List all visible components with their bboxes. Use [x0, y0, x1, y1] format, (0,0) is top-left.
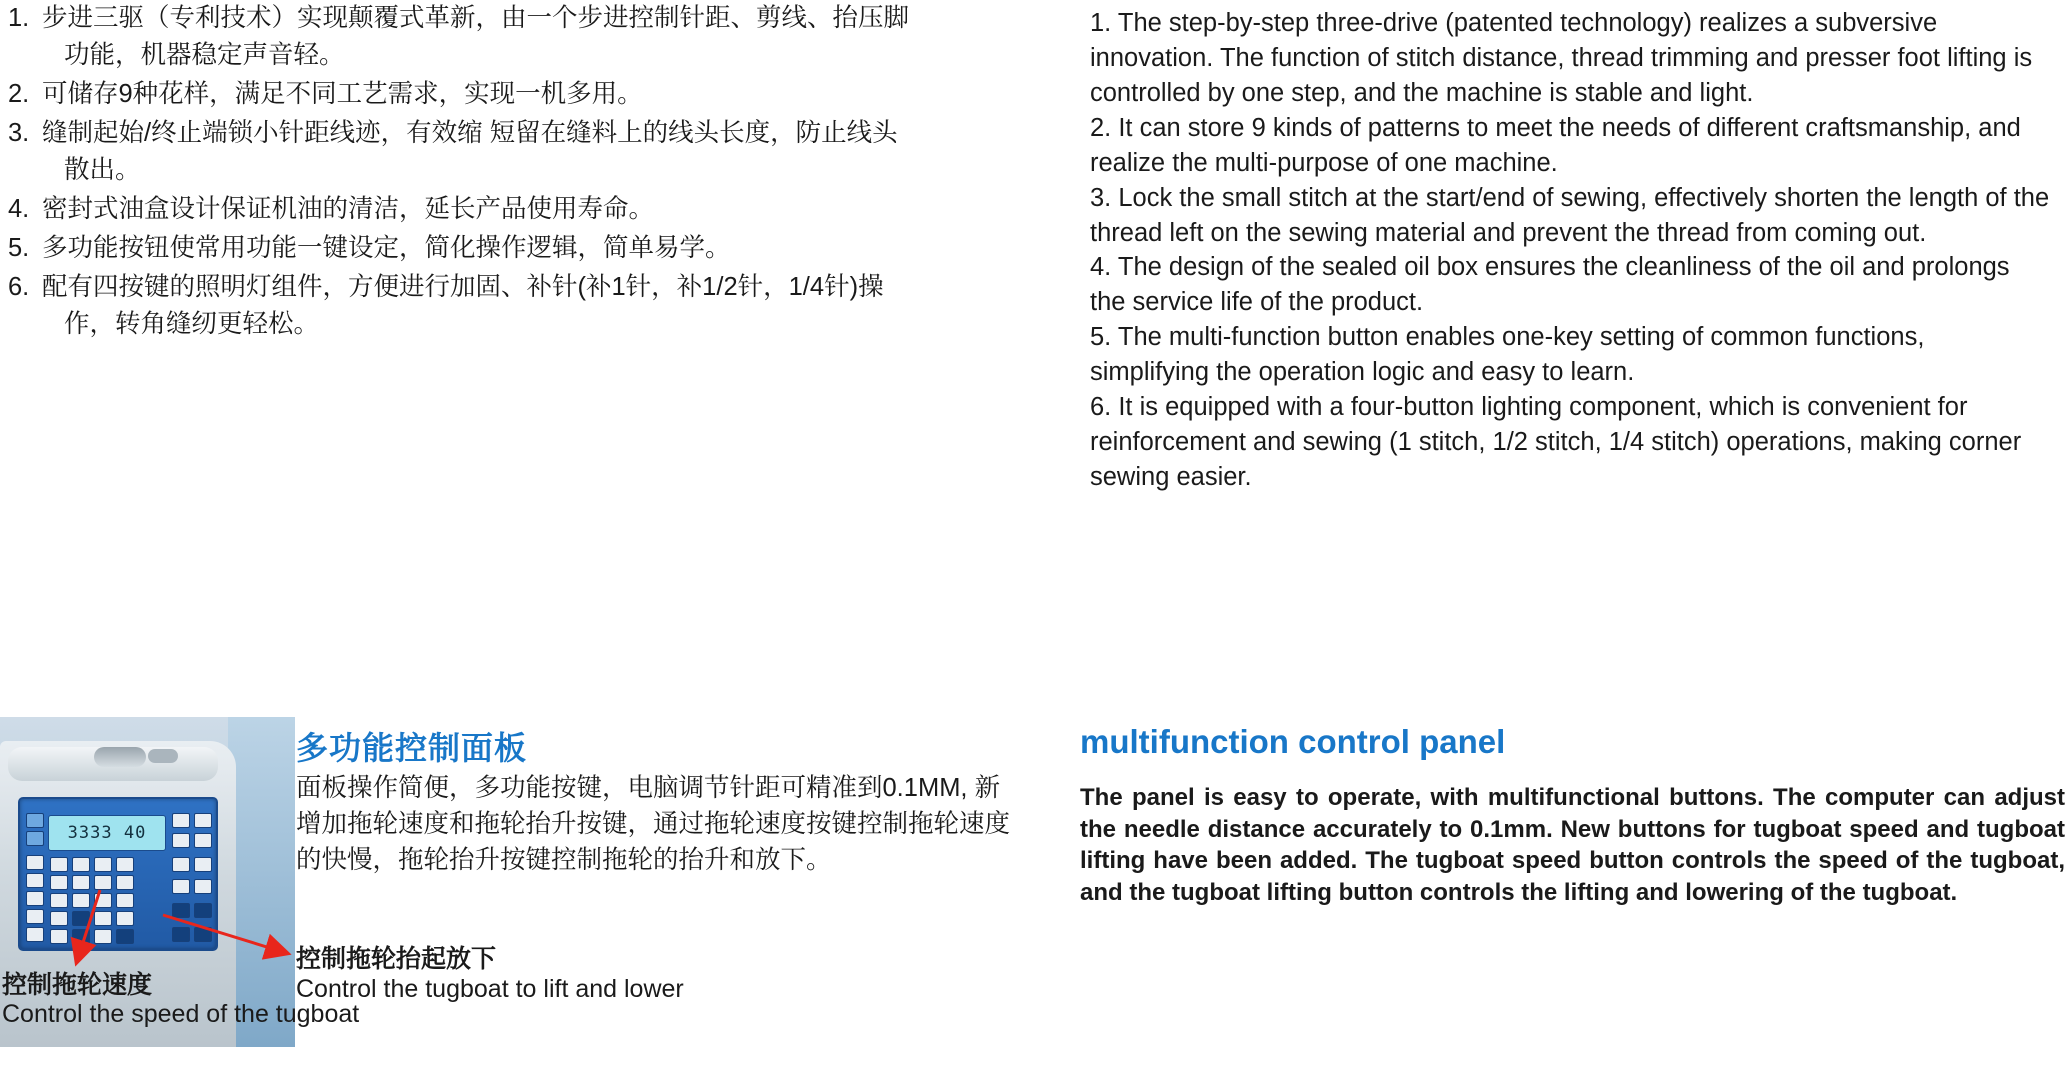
panel-key[interactable]: [72, 893, 90, 908]
list-item-number: 3.: [8, 118, 30, 147]
en-feature-paragraph: 6. It is equipped with a four-button lighting component, which is convenient for reinforcement and sewing (1 stitch, 1/2 stitch, 1/4 stitch) operations, making corner sewing easier.: [1090, 393, 2022, 491]
panel-key[interactable]: [116, 929, 134, 944]
list-item-text: [42, 76, 1018, 113]
panel-key[interactable]: [94, 929, 112, 944]
list-item-text: [42, 191, 1018, 228]
machine-control-panel[interactable]: [18, 797, 218, 951]
list-item: [8, 191, 1018, 228]
panel-button[interactable]: [26, 855, 44, 870]
panel-button[interactable]: [26, 813, 44, 828]
panel-display: 3333 40: [48, 815, 166, 851]
panel-key[interactable]: [94, 911, 112, 926]
panel-key[interactable]: [50, 875, 68, 890]
machine-top-cover: [8, 747, 218, 781]
list-item: [8, 230, 1018, 267]
list-item-number: 2.: [8, 79, 30, 108]
list-item-number: 1.: [8, 4, 30, 32]
list-item-number: 4.: [8, 194, 30, 223]
list-item-line1: 多功能按钮使常用功能一键设定，简化操作逻辑，简单易学。: [42, 233, 731, 262]
panel-key[interactable]: [72, 929, 90, 944]
list-item-line1: 密封式油盒设计保证机油的清洁，延长产品使用寿命。: [42, 194, 655, 223]
panel-key[interactable]: [194, 879, 212, 894]
panel-key[interactable]: [172, 833, 190, 848]
list-item-line1: 步进三驱（专利技术）实现颠覆式革新，由一个步进控制针距、剪线、抬压脚: [42, 4, 910, 32]
panel-key-tugboat-lift[interactable]: [172, 903, 190, 918]
panel-key[interactable]: [50, 911, 68, 926]
list-item-text: [42, 115, 1018, 189]
thread-knob: [94, 747, 146, 767]
panel-button[interactable]: [26, 909, 44, 924]
panel-key[interactable]: [194, 813, 212, 828]
panel-button[interactable]: [26, 891, 44, 906]
en-feature-paragraph: 2. It can store 9 kinds of patterns to meet the needs of different craftsmanship, and realize the multi-purpose of one machine.: [1090, 113, 2021, 177]
en-feature-paragraph: 5. The multi-function button enables one-key setting of common functions, simplifying the operation logic and easy to learn.: [1090, 323, 1925, 387]
panel-key[interactable]: [194, 903, 212, 918]
features-chinese-list: [8, 0, 1018, 345]
panel-key[interactable]: [172, 927, 190, 942]
thread-guide: [148, 749, 178, 763]
panel-key[interactable]: [116, 875, 134, 890]
panel-key[interactable]: [94, 857, 112, 872]
list-item-line2: 功能，机器稳定声音轻。: [64, 40, 345, 69]
callout-speed-en: Control the speed of the tugboat: [2, 1000, 360, 1028]
list-item-line2: 作，转角缝纫更轻松。: [64, 309, 320, 338]
list-item-text: [42, 269, 1018, 343]
panel-key[interactable]: [194, 927, 212, 942]
list-item-text: [42, 0, 1018, 74]
panel-heading-cn: 多功能控制面板: [296, 730, 528, 766]
panel-button[interactable]: [26, 873, 44, 888]
panel-key[interactable]: [50, 893, 68, 908]
list-item-line1: 可储存9种花样，满足不同工艺需求，实现一机多用。: [42, 79, 643, 108]
panel-key[interactable]: [50, 857, 68, 872]
panel-heading-en: multifunction control panel: [1080, 723, 1506, 760]
panel-key-tugboat-speed[interactable]: [72, 911, 90, 926]
panel-key[interactable]: [116, 857, 134, 872]
panel-key[interactable]: [194, 833, 212, 848]
list-item-line2: 散出。: [64, 155, 141, 184]
list-item: [8, 269, 1018, 343]
panel-button-m[interactable]: [26, 927, 44, 942]
list-item-line1: 缝制起始/终止端锁小针距线迹，有效缩 短留在缝料上的线头长度，防止线头: [42, 118, 898, 147]
panel-key[interactable]: [94, 893, 112, 908]
panel-key[interactable]: [172, 857, 190, 872]
en-feature-paragraph: 3. Lock the small stitch at the start/end of sewing, effectively shorten the length of the thread left on the sewing material and prevent the thread from coming out.: [1090, 183, 2050, 247]
panel-key[interactable]: [194, 857, 212, 872]
panel-body-en: The panel is easy to operate, with multifunctional buttons. The computer can adjust the needle distance accurately to 0.1mm. New buttons for tugboat speed and tugboat lifting have been added. The tugboat speed button controls the speed of the tugboat, and the tugboat lifting button controls the lifting and lowering of the tugboat.: [1080, 784, 2065, 907]
list-item-number: 6.: [8, 272, 30, 301]
list-item-text: [42, 230, 1018, 267]
cn-feature-ol: [8, 0, 1018, 343]
panel-button[interactable]: [26, 831, 44, 846]
en-feature-paragraph: 4. The design of the sealed oil box ensures the cleanliness of the oil and prolongs the service life of the product.: [1090, 253, 2010, 317]
list-item: [8, 76, 1018, 113]
photo-background-right: [228, 717, 295, 1047]
list-item-line1: 配有四按键的照明灯组件，方便进行加固、补针(补1针，补1/2针，1/4针)操: [42, 272, 884, 301]
callout-speed-cn: 控制拖轮速度: [2, 971, 153, 999]
panel-key[interactable]: [72, 875, 90, 890]
panel-body-cn: 面板操作简便，多功能按键，电脑调节针距可精准到0.1MM, 新增加拖轮速度和拖轮抬升按键，通过拖轮速度按键控制拖轮速度的快慢，拖轮抬升按键控制拖轮的抬升和放下。: [296, 774, 1011, 875]
list-item-number: 5.: [8, 233, 30, 262]
callout-lift-en: Control the tugboat to lift and lower: [296, 975, 684, 1003]
panel-key[interactable]: [172, 813, 190, 828]
panel-key[interactable]: [116, 911, 134, 926]
panel-key[interactable]: [72, 857, 90, 872]
panel-key[interactable]: [116, 893, 134, 908]
panel-key[interactable]: [94, 875, 112, 890]
features-english-list: [1090, 6, 2050, 495]
list-item: [8, 115, 1018, 189]
panel-key[interactable]: [172, 879, 190, 894]
list-item: [8, 0, 1018, 74]
panel-key[interactable]: [50, 929, 68, 944]
callout-lift-cn: 控制拖轮抬起放下: [296, 945, 497, 973]
en-feature-paragraph: 1. The step-by-step three-drive (patented technology) realizes a subversive innovation. The function of stitch distance, thread trimming and presser foot lifting is controlled by one step, and the machine is stable and light.: [1090, 9, 2033, 107]
